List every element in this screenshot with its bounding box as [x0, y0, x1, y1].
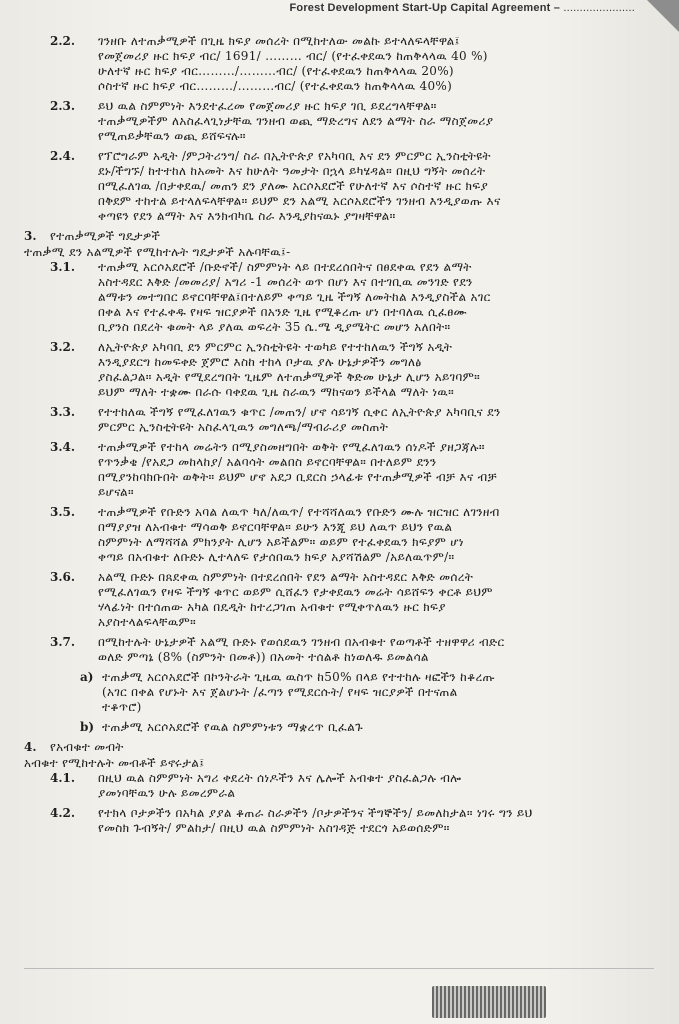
clause-line: ስምምነት ለማሻሻል ምክንያት ሊሆን አይችልም። ወይም የተፈቀደዉን ክፍያም ሆነ — [98, 535, 464, 549]
clause-line: ሃላፊነት በተሰጠው አካል በዴዲት ከተረጋገጠ አብቁተ የሚቀጥለዉን ዙር ክፍያ — [98, 600, 446, 614]
clause-text — [98, 635, 664, 665]
clause-text — [98, 405, 664, 435]
clause-line: አያስተላልፍላቸዉም። — [98, 615, 196, 629]
clause-line: አልሚ ቡድኑ በጸደቀዉ ስምምነት በተደረሰበት የደን ልማት አስተዳደር እቅድ መሰረት — [98, 570, 474, 584]
clause-line: (አገር በቀል የሆኑት እና ጀልሆኑት /ፈጣን የሚደርሱት/ የዛፍ ዝርያዎች በተናጠል — [102, 685, 458, 699]
clause-text — [102, 670, 664, 715]
numbered-clause — [24, 771, 664, 801]
clause-text — [98, 149, 664, 224]
clause-number: 4.1. — [50, 771, 76, 785]
page-header — [289, 2, 635, 14]
clause-line: የመጀመሪያ ዙር ክፍያ ብር/ 1691/ ……… ብር/ (የተፈቀደዉን ከጠቅላላዉ 40 %) — [98, 49, 488, 63]
clause-line: በቀል እና የተፈቀዱ የዛፍ ዝርያዎች በአንድ ጊዜ የሚቆረጡ ሆነ በተባለዉ ሲፈፀሙ — [98, 305, 468, 319]
clause-number: 3.3. — [50, 405, 76, 419]
section-title: የአብቁተ መብት — [50, 740, 124, 754]
clause-number: 3.1. — [50, 260, 76, 274]
section-intro: ተጠቃሚ ደን አልሚዎች የሚከተሉት ግዴታዎች አሉባቸዉ፤- — [24, 245, 291, 259]
clause-number: a) — [80, 670, 94, 684]
numbered-clause — [24, 34, 664, 94]
section-title: የተጠቃሚዎች ግዴታዎች — [50, 229, 161, 243]
footer-divider — [24, 968, 654, 969]
clause-line: ተጠቃሚ አርሶአደሮች በኮንትራት ጊዜዉ ዉስጥ ከ50% በላይ የተተከሉ ዛፎችን ከቆረጡ — [102, 670, 495, 684]
clause-line: የተተከለዉ ችግኝ የሚፈለገዉን ቁጥር /መጠን/ ሆኖ ሳይገኝ ሲቀር ለኢትዮጵያ አካባቢና ደን — [98, 405, 501, 419]
clause-text — [98, 505, 664, 565]
clause-number: 2.3. — [50, 99, 76, 113]
clause-text — [98, 806, 664, 836]
clause-line: የተክላ ቦታዎችን በአካል ያያል ቆጠራ ስራዎችን /ቦታዎችንና ችግኞችን/ ይመለከታል። ነገሩ ግን ይህ — [98, 806, 533, 820]
clause-line: ቢያንስ በደረት ቁመት ላይ ያለዉ ወፍረት 35 ሴ.ሜ ዲያሜትር መሆን አለበት። — [98, 320, 451, 334]
numbered-clause — [24, 670, 664, 715]
clause-line: ለኢትዮጵያ አካባቢ ደን ምርምር ኢንስቲትዩት ተወካይ የተተከለዉን ችግኝ አዲት — [98, 340, 453, 354]
clause-text — [98, 99, 664, 144]
numbered-clause — [24, 99, 664, 144]
clause-text — [102, 720, 664, 735]
document-body — [24, 34, 664, 841]
clause-line: ተጠቃሚዎችም ለአስፈላጊነታቸዉ ገንዘብ ወጪ ማድረግና ለደን ልማት ስራ ማስጀመሪያ — [98, 114, 494, 128]
clause-line: የሚፈለገዉን የዛፍ ችግኝ ቁጥር ወይም ሲሸፈን የታቀደዉን መሬት ሳይሸፍን ቀርቶ ይህም — [98, 585, 493, 599]
section-number: 4. — [24, 740, 37, 754]
numbered-clause — [24, 149, 664, 224]
numbered-clause — [24, 260, 664, 335]
clause-line: ምርምር ኢንስቲትዩት አስፈላጊዉን መግለጫ/ማብራሪያ መስጠት — [98, 420, 389, 434]
clause-line: በሚፈለገዉ /በታቀደዉ/ መጠን ደን ያለሙ አርሶአደሮች የሁለተኛ እና ሶስተኛ ዙር ክፍያ — [98, 179, 489, 193]
section-intro: አብቁተ የሚከተሉት መብቶች ይኖሩታል፤ — [24, 756, 205, 770]
clause-line: በሚከተሉት ሁኔታዎች አልሚ ቡድኑ የወሰደዉን ገንዘብ በአብቁተ የወጣቶች ተዘዋዋሪ ብድር — [98, 635, 505, 649]
clause-line: ገንዘቡ ለተጠቃሚዎች በጊዜ ክፍያ መሰረት በሚከተለው መልኩ ይተላለፍላቸዋል፤ — [98, 34, 460, 48]
clause-line: ይሆናል። — [98, 485, 134, 499]
clause-number: b) — [80, 720, 95, 734]
clause-line: የመስክ ጉብኝት/ ምልከታ/ በዚህ ዉል ስምምነት አስገዳጅ ተደርጎ አይወሰድም። — [98, 821, 450, 835]
clause-line: ተጠቃሚዎች የተከላ መሬትን በሚያስመዘግበት ወቅት የሚፈለገዉን ሰነዶች ያዘጋጃሉ። — [98, 440, 485, 454]
numbered-clause — [24, 635, 664, 665]
clause-line: ልማቱን መተግበር ይኖርባቸዋል፤በተለይም ቀጣይ ጊዜ ችግኝ ለመትከል እንዲያስችል አገር — [98, 290, 491, 304]
clause-line: የፕሮግራም አዲት /ምጋትሪንግ/ ስራ በኢትዮጵያ የአካባቢ እና ደን ምርምር ኢንስቲትዩት — [98, 149, 491, 163]
numbered-clause — [24, 440, 664, 500]
clause-text — [98, 260, 664, 335]
clause-number: 3.5. — [50, 505, 76, 519]
header-title: Forest Development Start-Up Capital Agreement – — [289, 2, 561, 14]
clause-line: እንዲያደርግ ከመፍቀድ ጀምሮ እስከ ተከላ ቦታዉ ያሉ ሁኔታዎችን መግለፅ — [98, 355, 422, 369]
clause-line: ሁለተኛ ዙር ክፍያ ብር………/………ብር/ (የተፈቀደዉን ከጠቅላላዉ 20%) — [98, 64, 454, 78]
clause-line: በዚህ ዉል ስምምነት አግሪ ቀደረት ሰነዶችን እና ሌሎች አብቁተ ያስፈልጋሉ ብሎ — [98, 771, 462, 785]
clause-text — [98, 570, 664, 630]
clause-line: ሶስተኛ ዙር ክፍያ ብር………/………ብር/ (የተፈቀደዉን ከጠቅላላዉ 40%) — [98, 79, 453, 93]
section-number: 3. — [24, 229, 37, 243]
clause-text — [98, 771, 664, 801]
clause-line: አስተዳደር እቅድ /መመሪያ/ አግሪ -1 መሰረት ወጥ በሆነ እና በተገቢዉ መንገድ የደን — [98, 275, 473, 289]
clause-line: በሚያንከባክቡበት ወቅት። ይህም ሆኖ አደጋ ቢደርስ ኃላፊቱ የተጠቃሚዎች ብቻ እና ብቻ — [98, 470, 497, 484]
clause-line: ደኑ/ችግኙ/ ከተተከለ ከአመት እና ከሁለት ዓመታት በኋላ ይካሄዳል። በዚህ ግኝት መሰረት — [98, 164, 486, 178]
clause-number: 2.2. — [50, 34, 76, 48]
clause-line: ተጠቃሚ አርሶአደሮች /ቡድኖች/ ስምምነት ላይ በተደረሰበትና በፀደቀዉ የደን ልማት — [98, 260, 472, 274]
clause-number: 3.7. — [50, 635, 76, 649]
clause-line: በማያያዝ ለአብቁተ ማሳወቅ ይኖርባቸዋል። ይሁን እንጂ ይህ ለዉጥ ይህን የዉል — [98, 520, 453, 534]
section-4-heading — [24, 740, 664, 755]
clause-line: ያስፈልጋል። አዲት የሚደረግበት ጊዜም ለተጠቃሚዎች ቅድመ ሁኔታ ሊሆን አይገባም። — [98, 370, 481, 384]
clause-line: ቀጣዩን የደን ልማት እና እንክብካቤ ስራ እንዲያከናዉኑ ያግዛቸዋል። — [98, 209, 396, 223]
numbered-clause — [24, 806, 664, 836]
clause-number: 3.2. — [50, 340, 76, 354]
header-dots: ...................... — [563, 2, 635, 14]
numbered-clause — [24, 340, 664, 400]
clause-line: የጥንቃቄ /የአደጋ መከላከያ/ አልባሳት መልበስ ይኖርባቸዋል። በተለይም ደንን — [98, 455, 437, 469]
folded-corner — [647, 0, 679, 32]
section-3-heading — [24, 229, 664, 244]
clause-text — [98, 340, 664, 400]
clause-line: ወለድ ምጣኔ (8% (ስምንት በመቶ)) በአመት ተሰልቶ ከነወለዱ ይመልሳል — [98, 650, 429, 664]
numbered-clause — [24, 570, 664, 630]
barcode-stamp — [432, 986, 546, 1018]
clause-number: 3.4. — [50, 440, 76, 454]
numbered-clause — [24, 405, 664, 435]
clause-text — [98, 34, 664, 94]
clause-number: 4.2. — [50, 806, 76, 820]
clause-line: ይህም ማለት ተቋሙ በራሱ ባቀደዉ ጊዜ ስራዉን ማከናወን ይችላል ማለት ነዉ። — [98, 385, 455, 399]
clause-line: ያመነባቸዉን ሁሉ ይመረምራል — [98, 786, 236, 800]
numbered-clause — [24, 720, 664, 735]
clause-line: ተቆጥሮ) — [102, 700, 142, 714]
numbered-clause — [24, 505, 664, 565]
clause-number: 3.6. — [50, 570, 76, 584]
clause-line: የሚጠይቃቸዉን ወጪ ይሸፍናሉ። — [98, 129, 246, 143]
clause-number: 2.4. — [50, 149, 76, 163]
clause-line: በቅደም ተከተል ይተላለፍላቸዋል። ይህም ደን አልሚ አርሶአደሮችን ገንዘብ እንዲያወጡ እና — [98, 194, 501, 208]
clause-line: ተጠቃሚ አርሶአደሮች የዉል ስምምነቱን ማቋረጥ ቢፈልጉ — [102, 720, 363, 734]
clause-line: ተጠቃሚዎች የቡድን አባል ለዉጥ ካለ/ለዉጥ/ የተሻሻለዉን የቡድን ሙሉ ዝርዝር ለገንዘብ — [98, 505, 500, 519]
clause-line: ይህ ዉል ስምምነት እንደተፈረመ የመጀመሪያ ዙር ክፍያ ገቢ ይደረግላቸዋል። — [98, 99, 437, 113]
clause-text — [98, 440, 664, 500]
clause-line: ቀጣይ በአብቁተ ለቡድኑ ሊተላለፍ የታሰበዉን ክፍያ አያሻሽልም /አይለዉጥም/። — [98, 550, 455, 564]
